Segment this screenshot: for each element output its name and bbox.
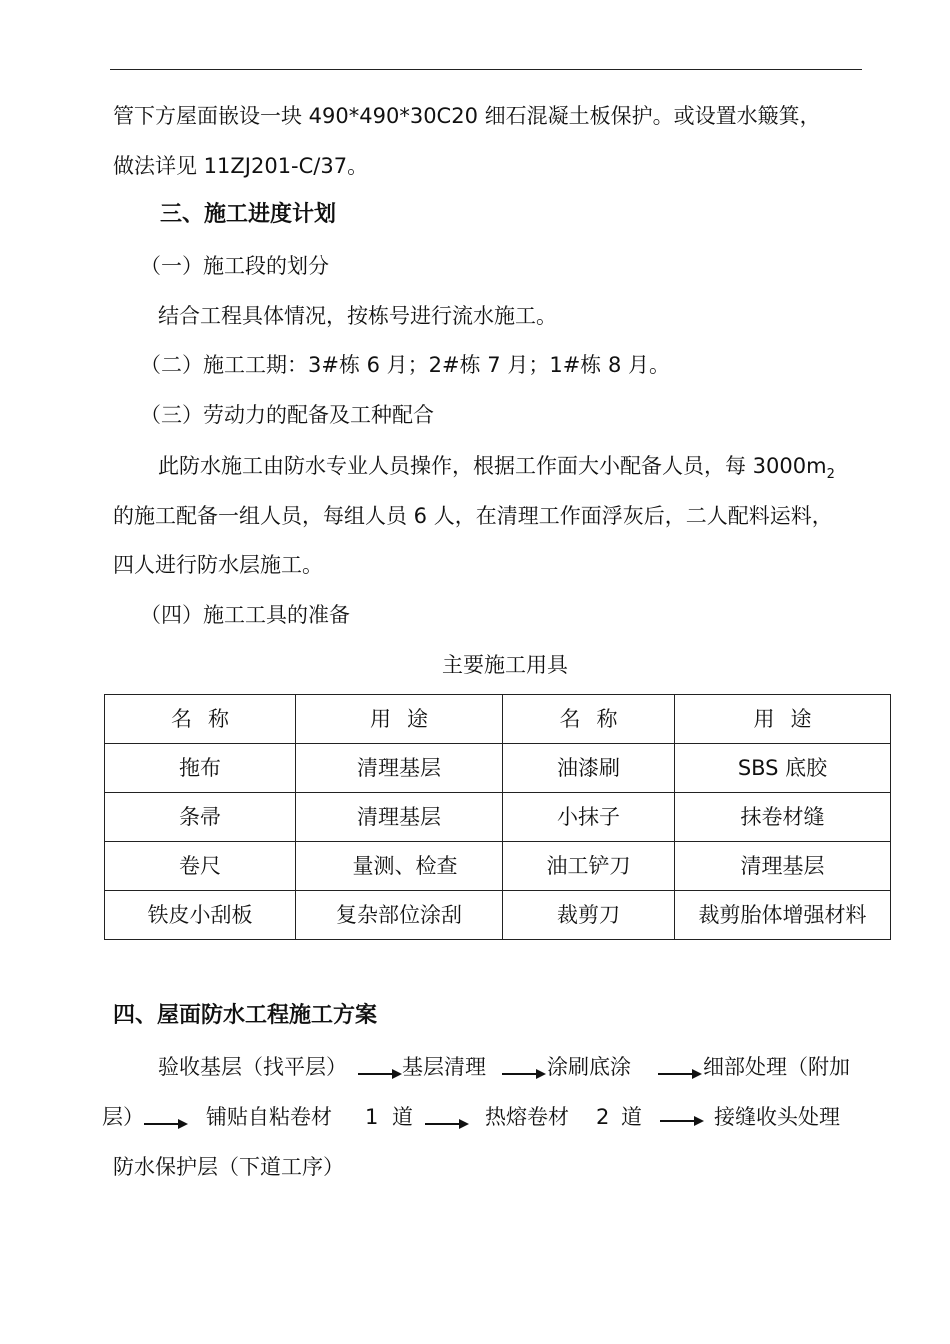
flow-step-count: 1: [365, 1105, 379, 1129]
arrow-right-icon: [425, 1123, 467, 1125]
table-cell: 裁剪胎体增强材料: [675, 891, 891, 940]
arrow-right-icon: [660, 1120, 702, 1122]
flow-step: 层）: [102, 1105, 144, 1129]
paragraph-line: 结合工程具体情况，按栋号进行流水施工。: [158, 304, 557, 328]
table-caption: 主要施工用具: [442, 653, 568, 677]
subheading: （二）施工工期：3#栋 6 月；2#栋 7 月；1#栋 8 月。: [140, 353, 671, 377]
table-cell: 小抹子: [503, 793, 675, 842]
flow-step: 验收基层（找平层）: [158, 1055, 347, 1079]
section-heading: 三、施工进度计划: [160, 202, 337, 227]
flow-step-unit: 道: [621, 1105, 642, 1129]
flow-step: 防水保护层（下道工序）: [113, 1155, 344, 1179]
paragraph-line: 四人进行防水层施工。: [113, 553, 323, 577]
flow-step: 热熔卷材: [485, 1105, 569, 1129]
subscript: 2: [826, 467, 835, 483]
table-cell: 量测、检查: [296, 842, 503, 891]
flow-step: 基层清理: [402, 1055, 486, 1079]
table-cell: 油工铲刀: [503, 842, 675, 891]
subheading: （三）劳动力的配备及工种配合: [140, 403, 434, 427]
table-cell: 条帚: [105, 793, 296, 842]
column-header: 名称: [105, 695, 296, 744]
table-cell: SBS 底胶: [675, 744, 891, 793]
arrow-right-icon: [658, 1073, 700, 1075]
table-cell: 清理基层: [296, 793, 503, 842]
table-cell: 抹卷材缝: [675, 793, 891, 842]
flow-step: 接缝收头处理: [714, 1105, 840, 1129]
paragraph-line: 做法详见 11ZJ201-C/37。: [113, 154, 369, 178]
paragraph-line: [158, 451, 835, 490]
flow-step-count: 2: [596, 1105, 610, 1129]
flow-step: 铺贴自粘卷材: [206, 1105, 332, 1129]
column-header: 用途: [675, 695, 891, 744]
subheading: （四）施工工具的准备: [140, 603, 350, 627]
flow-step-unit: 道: [392, 1105, 413, 1129]
table-cell: 复杂部位涂刮: [296, 891, 503, 940]
arrow-right-icon: [502, 1073, 544, 1075]
section-heading: 四、屋面防水工程施工方案: [113, 1003, 378, 1028]
column-header: 名称: [503, 695, 675, 744]
table-row: [105, 891, 891, 940]
arrow-right-icon: [144, 1123, 186, 1125]
table-row: [105, 744, 891, 793]
column-header: 用途: [296, 695, 503, 744]
subheading: （一）施工段的划分: [140, 254, 329, 278]
table-cell: 油漆刷: [503, 744, 675, 793]
table-cell: 清理基层: [296, 744, 503, 793]
table-cell: 铁皮小刮板: [105, 891, 296, 940]
table-cell: 裁剪刀: [503, 891, 675, 940]
paragraph-line: 管下方屋面嵌设一块 490*490*30C20 细石混凝土板保护。或设置水簸箕，: [113, 104, 821, 128]
tools-table: [104, 694, 891, 940]
arrow-right-icon: [358, 1073, 400, 1075]
header-rule: [110, 69, 862, 70]
table-cell: 卷尺: [105, 842, 296, 891]
table-row: [105, 842, 891, 891]
table-cell: 清理基层: [675, 842, 891, 891]
flow-step: 涂刷底涂: [547, 1055, 631, 1079]
paragraph-text: 此防水施工由防水专业人员操作，根据工作面大小配备人员，每 3000m: [158, 454, 827, 478]
table-cell: 拖布: [105, 744, 296, 793]
flow-step: 细部处理（附加: [703, 1055, 850, 1079]
paragraph-line: 的施工配备一组人员，每组人员 6 人，在清理工作面浮灰后，二人配料运料，: [113, 504, 833, 528]
table-header-row: [105, 695, 891, 744]
table-row: [105, 793, 891, 842]
